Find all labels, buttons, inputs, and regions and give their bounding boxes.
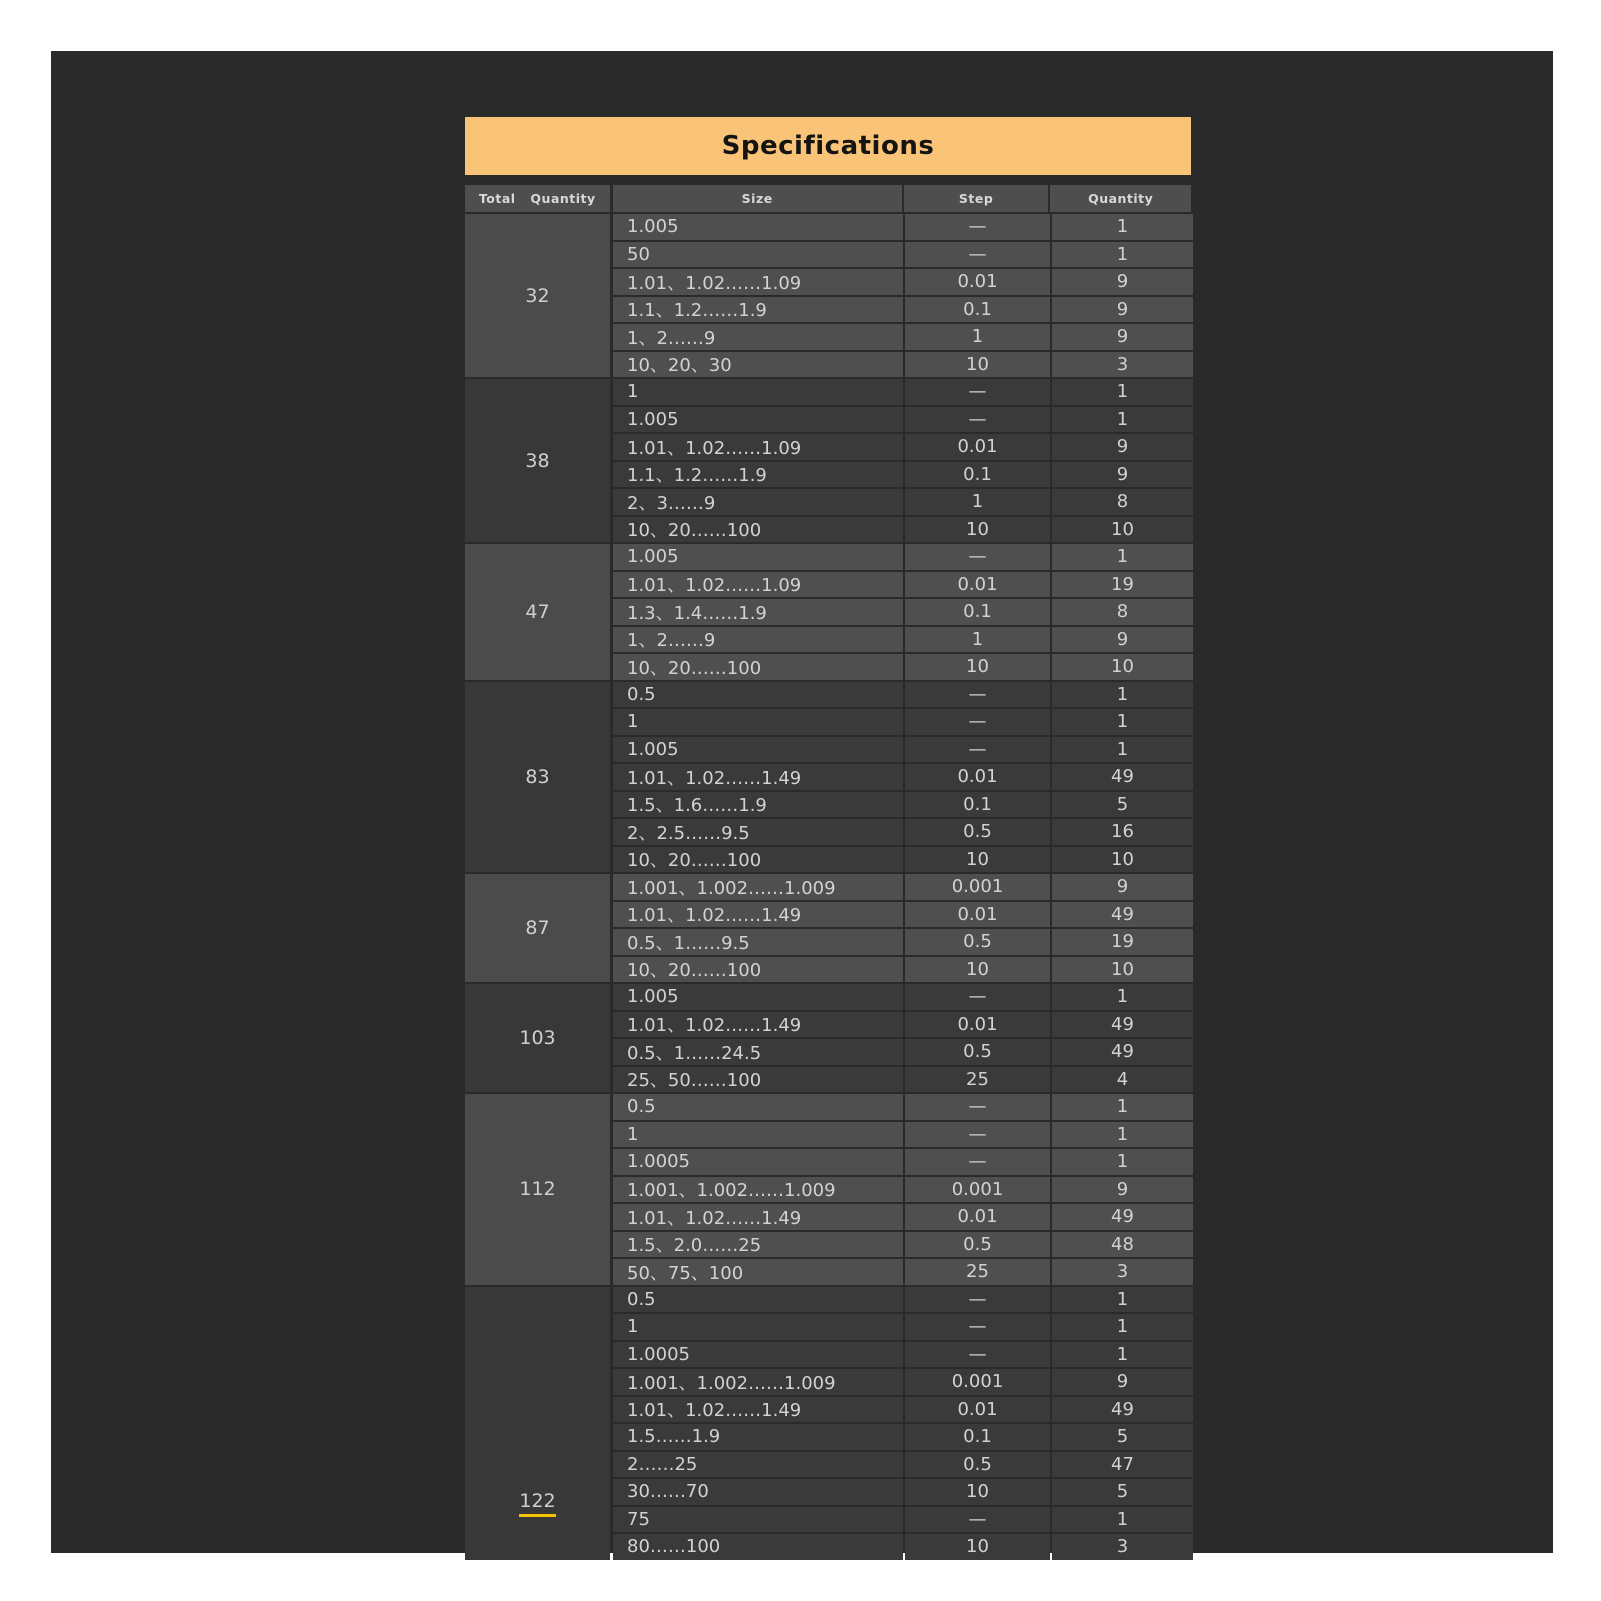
quantity-cell: 1 [1052, 1314, 1193, 1340]
step-cell: 0.1 [905, 792, 1050, 818]
quantity-cell: 1 [1052, 214, 1193, 240]
quantity-cell: 10 [1052, 847, 1193, 873]
size-cell: 2……25 [613, 1452, 903, 1478]
table-group [465, 1092, 1191, 1285]
header-total-quantity: Total Quantity [465, 185, 610, 212]
background-frame [51, 51, 1553, 1558]
total-quantity-value: 32 [525, 284, 550, 307]
step-cell: 0.01 [905, 269, 1050, 295]
size-cell: 25、50……100 [613, 1067, 903, 1093]
step-cell: — [905, 1149, 1050, 1175]
specifications-panel [465, 117, 1191, 1560]
size-cell: 1.005 [613, 544, 903, 570]
step-cell: — [905, 544, 1050, 570]
total-quantity-value: 112 [519, 1178, 556, 1201]
step-cell: 25 [905, 1067, 1050, 1093]
step-cell: — [905, 1314, 1050, 1340]
quantity-cell: 1 [1052, 1149, 1193, 1175]
table-row [610, 322, 1193, 350]
step-cell: 1 [905, 324, 1050, 350]
size-cell: 80……100 [613, 1534, 903, 1560]
size-cell: 1.01、1.02……1.49 [613, 1204, 903, 1230]
quantity-cell: 10 [1052, 654, 1193, 680]
table-row [610, 267, 1193, 295]
step-cell: 0.1 [905, 599, 1050, 625]
step-cell: 10 [905, 654, 1050, 680]
quantity-cell: 1 [1052, 1094, 1193, 1120]
size-cell: 1.0005 [613, 1342, 903, 1368]
step-cell: — [905, 242, 1050, 268]
size-cell: 1.005 [613, 407, 903, 433]
group-rows [610, 982, 1193, 1092]
total-quantity-value: 122 [519, 1490, 555, 1517]
table-row [610, 1477, 1193, 1505]
table-row [610, 790, 1193, 818]
table-row [610, 1340, 1193, 1368]
quantity-cell: 49 [1052, 1397, 1193, 1423]
table-row [610, 542, 1193, 570]
quantity-cell: 1 [1052, 242, 1193, 268]
quantity-cell: 1 [1052, 407, 1193, 433]
table-group [465, 212, 1191, 377]
table-row [610, 735, 1193, 763]
total-quantity-cell [465, 1092, 610, 1285]
table-row [610, 405, 1193, 433]
quantity-cell: 4 [1052, 1067, 1193, 1093]
total-quantity-cell [465, 212, 610, 377]
quantity-cell: 3 [1052, 1534, 1193, 1560]
specifications-table [465, 185, 1191, 1560]
total-quantity-value: 83 [525, 765, 550, 788]
table-row [610, 817, 1193, 845]
table-row [610, 955, 1193, 983]
table-row [610, 1312, 1193, 1340]
total-quantity-value: 103 [519, 1027, 556, 1049]
table-row [610, 570, 1193, 598]
quantity-cell: 9 [1052, 1369, 1193, 1395]
size-cell: 1.3、1.4……1.9 [613, 599, 903, 625]
quantity-cell: 9 [1052, 297, 1193, 323]
size-cell: 1.1、1.2……1.9 [613, 462, 903, 488]
quantity-cell: 19 [1052, 929, 1193, 955]
step-cell: 10 [905, 352, 1050, 378]
size-cell: 10、20……100 [613, 654, 903, 680]
table-row [610, 597, 1193, 625]
size-cell: 1.01、1.02……1.49 [613, 764, 903, 790]
size-cell: 10、20……100 [613, 517, 903, 543]
quantity-cell: 49 [1052, 902, 1193, 928]
size-cell: 1.5……1.9 [613, 1424, 903, 1450]
size-cell: 30……70 [613, 1479, 903, 1505]
header-quantity: Quantity [1050, 185, 1191, 212]
quantity-cell: 1 [1052, 544, 1193, 570]
size-cell: 1.01、1.02……1.09 [613, 269, 903, 295]
quantity-cell: 1 [1052, 1342, 1193, 1368]
step-cell: 0.5 [905, 1232, 1050, 1258]
quantity-cell: 47 [1052, 1452, 1193, 1478]
step-cell: 0.5 [905, 1039, 1050, 1065]
size-cell: 1.01、1.02……1.49 [613, 1397, 903, 1423]
table-row [610, 1532, 1193, 1560]
table-row [610, 350, 1193, 378]
group-rows [610, 542, 1193, 680]
table-row [610, 872, 1193, 900]
total-quantity-cell [465, 982, 610, 1092]
total-quantity-cell [465, 377, 610, 542]
table-row [610, 515, 1193, 543]
total-quantity-cell [465, 542, 610, 680]
table-row [610, 377, 1193, 405]
step-cell: 0.01 [905, 434, 1050, 460]
step-cell: — [905, 1507, 1050, 1533]
size-cell: 75 [613, 1507, 903, 1533]
table-row [610, 845, 1193, 873]
step-cell: 1 [905, 489, 1050, 515]
quantity-cell: 1 [1052, 1122, 1193, 1148]
quantity-cell: 16 [1052, 819, 1193, 845]
total-quantity-cell [465, 680, 610, 873]
size-cell: 10、20……100 [613, 957, 903, 983]
size-cell: 10、20……100 [613, 847, 903, 873]
step-cell: — [905, 1094, 1050, 1120]
table-header [465, 185, 1191, 212]
quantity-cell: 1 [1052, 1507, 1193, 1533]
size-cell: 0.5 [613, 1287, 903, 1313]
table-row [610, 1120, 1193, 1148]
size-cell: 1.005 [613, 737, 903, 763]
step-cell: 0.01 [905, 572, 1050, 598]
size-cell: 1.001、1.002……1.009 [613, 1177, 903, 1203]
group-rows [610, 872, 1193, 982]
header-size: Size [613, 185, 902, 212]
quantity-cell: 49 [1052, 1012, 1193, 1038]
size-cell: 1.005 [613, 984, 903, 1010]
quantity-cell: 49 [1052, 1039, 1193, 1065]
quantity-cell: 5 [1052, 1479, 1193, 1505]
group-rows [610, 377, 1193, 542]
quantity-cell: 9 [1052, 874, 1193, 900]
size-cell: 1.001、1.002……1.009 [613, 1369, 903, 1395]
step-cell: 0.5 [905, 819, 1050, 845]
table-body [465, 212, 1191, 1560]
size-cell: 1 [613, 709, 903, 735]
step-cell: 10 [905, 1479, 1050, 1505]
table-row [610, 1202, 1193, 1230]
size-cell: 1.005 [613, 214, 903, 240]
quantity-cell: 1 [1052, 984, 1193, 1010]
table-row [610, 1037, 1193, 1065]
size-cell: 50 [613, 242, 903, 268]
quantity-cell: 1 [1052, 682, 1193, 708]
group-rows [610, 1092, 1193, 1285]
step-cell: 0.1 [905, 297, 1050, 323]
table-row [610, 927, 1193, 955]
table-row [610, 982, 1193, 1010]
step-cell: 0.1 [905, 462, 1050, 488]
step-cell: — [905, 682, 1050, 708]
size-cell: 1.5、2.0……25 [613, 1232, 903, 1258]
step-cell: — [905, 407, 1050, 433]
size-cell: 10、20、30 [613, 352, 903, 378]
quantity-cell: 3 [1052, 1259, 1193, 1285]
step-cell: 0.01 [905, 1204, 1050, 1230]
step-cell: 0.5 [905, 1452, 1050, 1478]
table-row [610, 1450, 1193, 1478]
step-cell: 0.01 [905, 1397, 1050, 1423]
table-row [610, 762, 1193, 790]
size-cell: 1.01、1.02……1.49 [613, 1012, 903, 1038]
table-row [610, 240, 1193, 268]
table-row [610, 460, 1193, 488]
step-cell: 0.1 [905, 1424, 1050, 1450]
table-group [465, 377, 1191, 542]
size-cell: 1.01、1.02……1.49 [613, 902, 903, 928]
step-cell: — [905, 1342, 1050, 1368]
table-row [610, 1147, 1193, 1175]
table-row [610, 1422, 1193, 1450]
quantity-cell: 9 [1052, 462, 1193, 488]
table-row [610, 707, 1193, 735]
size-cell: 1.001、1.002……1.009 [613, 874, 903, 900]
table-row [610, 432, 1193, 460]
table-row [610, 1367, 1193, 1395]
quantity-cell: 10 [1052, 517, 1193, 543]
table-row [610, 1175, 1193, 1203]
step-cell: 1 [905, 627, 1050, 653]
table-group [465, 542, 1191, 680]
quantity-cell: 9 [1052, 627, 1193, 653]
quantity-cell: 19 [1052, 572, 1193, 598]
size-cell: 1、2……9 [613, 627, 903, 653]
quantity-cell: 9 [1052, 434, 1193, 460]
size-cell: 0.5 [613, 682, 903, 708]
quantity-cell: 1 [1052, 737, 1193, 763]
step-cell: 10 [905, 1534, 1050, 1560]
size-cell: 1、2……9 [613, 324, 903, 350]
table-group [465, 1285, 1191, 1560]
quantity-cell: 9 [1052, 324, 1193, 350]
quantity-cell: 10 [1052, 957, 1193, 983]
size-cell: 0.5、1……24.5 [613, 1039, 903, 1065]
step-cell: 0.001 [905, 1177, 1050, 1203]
table-row [610, 1010, 1193, 1038]
step-cell: 0.01 [905, 902, 1050, 928]
table-row [610, 295, 1193, 323]
size-cell: 0.5 [613, 1094, 903, 1120]
step-cell: — [905, 1122, 1050, 1148]
step-cell: 0.5 [905, 929, 1050, 955]
quantity-cell: 5 [1052, 792, 1193, 818]
table-row [610, 625, 1193, 653]
total-quantity-value: 38 [525, 449, 550, 472]
table-row [610, 680, 1193, 708]
table-row [610, 900, 1193, 928]
step-cell: — [905, 1287, 1050, 1313]
group-rows [610, 680, 1193, 873]
quantity-cell: 1 [1052, 1287, 1193, 1313]
size-cell: 1.01、1.02……1.09 [613, 572, 903, 598]
quantity-cell: 49 [1052, 764, 1193, 790]
size-cell: 1.01、1.02……1.09 [613, 434, 903, 460]
table-row [610, 1285, 1193, 1313]
group-rows [610, 212, 1193, 377]
step-cell: 10 [905, 847, 1050, 873]
table-row [610, 1065, 1193, 1093]
quantity-cell: 8 [1052, 489, 1193, 515]
size-cell: 1 [613, 1122, 903, 1148]
size-cell: 1.1、1.2……1.9 [613, 297, 903, 323]
table-row [610, 1092, 1193, 1120]
quantity-cell: 9 [1052, 269, 1193, 295]
table-group [465, 872, 1191, 982]
step-cell: 10 [905, 957, 1050, 983]
step-cell: 0.001 [905, 874, 1050, 900]
quantity-cell: 5 [1052, 1424, 1193, 1450]
size-cell: 1.5、1.6……1.9 [613, 792, 903, 818]
step-cell: 0.01 [905, 1012, 1050, 1038]
quantity-cell: 9 [1052, 1177, 1193, 1203]
step-cell: — [905, 214, 1050, 240]
table-row [610, 1230, 1193, 1258]
quantity-cell: 1 [1052, 709, 1193, 735]
table-row [610, 1505, 1193, 1533]
table-row [610, 1257, 1193, 1285]
step-cell: — [905, 709, 1050, 735]
quantity-cell: 1 [1052, 379, 1193, 405]
size-cell: 50、75、100 [613, 1259, 903, 1285]
size-cell: 0.5、1……9.5 [613, 929, 903, 955]
total-quantity-value: 87 [525, 917, 550, 939]
step-cell: 0.001 [905, 1369, 1050, 1395]
step-cell: 0.01 [905, 764, 1050, 790]
step-cell: — [905, 379, 1050, 405]
step-cell: 25 [905, 1259, 1050, 1285]
table-row [610, 212, 1193, 240]
total-quantity-cell [465, 872, 610, 982]
size-cell: 1 [613, 1314, 903, 1340]
size-cell: 1.0005 [613, 1149, 903, 1175]
step-cell: 10 [905, 517, 1050, 543]
group-rows [610, 1285, 1193, 1560]
page-title: Specifications [465, 117, 1191, 175]
total-quantity-value: 47 [525, 600, 550, 623]
quantity-cell: 8 [1052, 599, 1193, 625]
table-group [465, 982, 1191, 1092]
step-cell: — [905, 737, 1050, 763]
table-group [465, 680, 1191, 873]
header-step: Step [904, 185, 1049, 212]
total-quantity-cell [465, 1285, 610, 1560]
quantity-cell: 48 [1052, 1232, 1193, 1258]
size-cell: 1 [613, 379, 903, 405]
quantity-cell: 3 [1052, 352, 1193, 378]
table-row [610, 1395, 1193, 1423]
table-row [610, 652, 1193, 680]
size-cell: 2、3……9 [613, 489, 903, 515]
size-cell: 2、2.5……9.5 [613, 819, 903, 845]
step-cell: — [905, 984, 1050, 1010]
quantity-cell: 49 [1052, 1204, 1193, 1230]
table-row [610, 487, 1193, 515]
